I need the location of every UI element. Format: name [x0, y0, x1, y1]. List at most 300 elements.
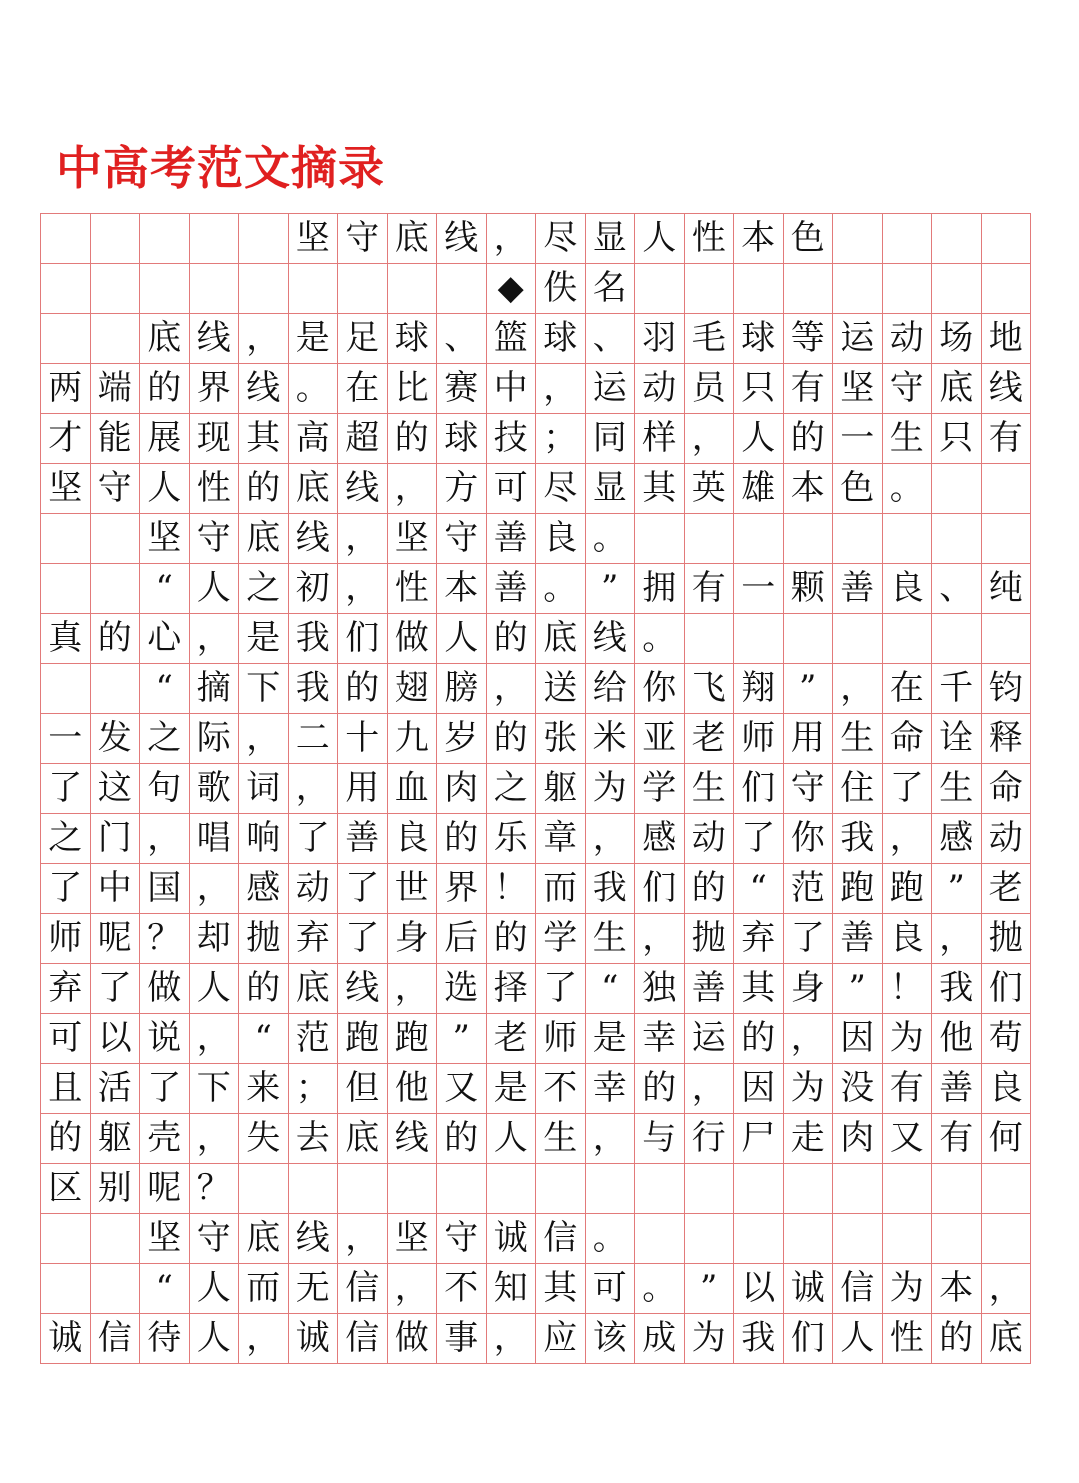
grid-cell: 其: [734, 964, 784, 1014]
grid-cell: 跑: [338, 1014, 388, 1064]
grid-cell: 与: [635, 1114, 685, 1164]
grid-cell: 了: [41, 864, 91, 914]
grid-cell: 我: [289, 614, 339, 664]
grid-cell: [190, 264, 240, 314]
grid-cell: 生: [586, 914, 636, 964]
grid-cell: 应: [536, 1314, 586, 1364]
grid-cell: 感: [932, 814, 982, 864]
grid-cell: 。: [635, 1264, 685, 1314]
grid-cell: 底: [140, 314, 190, 364]
grid-cell: 别: [91, 1164, 141, 1214]
grid-cell: 师: [41, 914, 91, 964]
grid-cell: [91, 1264, 141, 1314]
grid-cell: 守: [883, 364, 933, 414]
grid-cell: 之: [239, 564, 289, 614]
grid-cell: ，: [833, 664, 883, 714]
grid-cell: 人: [734, 414, 784, 464]
grid-cell: [982, 464, 1032, 514]
grid-cell: 章: [536, 814, 586, 864]
grid-cell: 线: [982, 364, 1032, 414]
grid-cell: [140, 214, 190, 264]
grid-cell: 其: [635, 464, 685, 514]
grid-cell: ，: [586, 1114, 636, 1164]
grid-cell: ，: [289, 764, 339, 814]
grid-cell: 为: [685, 1314, 735, 1364]
grid-cell: [140, 264, 190, 314]
grid-cell: 在: [338, 364, 388, 414]
grid-cell: 人: [190, 1314, 240, 1364]
grid-cell: 诚: [41, 1314, 91, 1364]
grid-cell: 守: [437, 514, 487, 564]
grid-cell: 毛: [685, 314, 735, 364]
grid-cell: 的: [487, 614, 537, 664]
grid-cell: [784, 1164, 834, 1214]
grid-cell: 血: [388, 764, 438, 814]
grid-cell: 给: [586, 664, 636, 714]
grid-cell: 人: [190, 564, 240, 614]
grid-cell: 运: [833, 314, 883, 364]
grid-cell: “: [734, 864, 784, 914]
grid-row: [41, 914, 1031, 964]
grid-cell: 界: [437, 864, 487, 914]
grid-cell: 的: [635, 1064, 685, 1114]
grid-cell: 跑: [388, 1014, 438, 1064]
grid-cell: 躯: [91, 1114, 141, 1164]
grid-cell: [91, 564, 141, 614]
grid-cell: [833, 1214, 883, 1264]
grid-cell: “: [586, 964, 636, 1014]
grid-cell: 下: [239, 664, 289, 714]
grid-cell: 一: [734, 564, 784, 614]
grid-cell: 名: [586, 264, 636, 314]
grid-cell: 善: [833, 914, 883, 964]
grid-cell: ，: [338, 514, 388, 564]
grid-cell: 篮: [487, 314, 537, 364]
grid-cell: 技: [487, 414, 537, 464]
grid-cell: [883, 614, 933, 664]
grid-cell: [883, 264, 933, 314]
grid-cell: 守: [784, 764, 834, 814]
grid-cell: 色: [833, 464, 883, 514]
grid-row: [41, 614, 1031, 664]
grid-cell: 线: [239, 364, 289, 414]
grid-cell: 动: [289, 864, 339, 914]
grid-cell: 生: [883, 414, 933, 464]
grid-cell: 诚: [289, 1314, 339, 1364]
grid-cell: 抛: [685, 914, 735, 964]
grid-cell: ？: [140, 914, 190, 964]
grid-cell: [734, 264, 784, 314]
grid-cell: [932, 1164, 982, 1214]
grid-cell: ，: [388, 464, 438, 514]
grid-cell: ，: [982, 1264, 1032, 1314]
grid-cell: ，: [487, 214, 537, 264]
grid-cell: ，: [190, 614, 240, 664]
grid-cell: ，: [586, 814, 636, 864]
grid-cell: 张: [536, 714, 586, 764]
grid-cell: [784, 1214, 834, 1264]
grid-cell: 他: [388, 1064, 438, 1114]
grid-row: [41, 964, 1031, 1014]
grid-cell: ，: [685, 1064, 735, 1114]
grid-cell: 可: [487, 464, 537, 514]
grid-cell: 有: [883, 1064, 933, 1114]
grid-cell: 人: [635, 214, 685, 264]
grid-cell: [685, 1214, 735, 1264]
grid-cell: 的: [140, 364, 190, 414]
grid-cell: ，: [239, 1314, 289, 1364]
grid-cell: 了: [41, 764, 91, 814]
grid-cell: 跑: [883, 864, 933, 914]
grid-cell: 端: [91, 364, 141, 414]
grid-cell: 我: [289, 664, 339, 714]
grid-cell: 本: [437, 564, 487, 614]
grid-cell: ”: [784, 664, 834, 714]
grid-cell: 弃: [734, 914, 784, 964]
grid-cell: 这: [91, 764, 141, 814]
grid-cell: 师: [734, 714, 784, 764]
grid-cell: 摘: [190, 664, 240, 714]
grid-cell: 本: [932, 1264, 982, 1314]
grid-cell: [982, 214, 1032, 264]
grid-cell: [338, 264, 388, 314]
grid-cell: [932, 614, 982, 664]
grid-cell: [91, 214, 141, 264]
grid-cell: 佚: [536, 264, 586, 314]
grid-cell: 线: [437, 214, 487, 264]
grid-cell: 有: [932, 1114, 982, 1164]
grid-cell: 。: [289, 364, 339, 414]
grid-cell: 底: [338, 1114, 388, 1164]
grid-cell: [685, 264, 735, 314]
grid-cell: “: [140, 664, 190, 714]
grid-cell: 生: [536, 1114, 586, 1164]
grid-cell: 因: [833, 1014, 883, 1064]
grid-row: [41, 764, 1031, 814]
grid-cell: 肉: [833, 1114, 883, 1164]
grid-cell: [685, 614, 735, 664]
grid-cell: [932, 1214, 982, 1264]
grid-row: [41, 864, 1031, 914]
grid-cell: 老: [982, 864, 1032, 914]
grid-cell: 坚: [388, 514, 438, 564]
grid-cell: ”: [685, 1264, 735, 1314]
grid-cell: [338, 1164, 388, 1214]
grid-cell: 员: [685, 364, 735, 414]
grid-cell: 性: [388, 564, 438, 614]
grid-row: [41, 1164, 1031, 1214]
grid-cell: ，: [140, 814, 190, 864]
grid-cell: 不: [536, 1064, 586, 1114]
grid-cell: 能: [91, 414, 141, 464]
grid-cell: 的: [338, 664, 388, 714]
grid-cell: 们: [338, 614, 388, 664]
grid-cell: 的: [487, 714, 537, 764]
grid-cell: 用: [784, 714, 834, 764]
grid-cell: 其: [239, 414, 289, 464]
grid-cell: [586, 1164, 636, 1214]
grid-cell: 良: [883, 914, 933, 964]
grid-cell: 发: [91, 714, 141, 764]
grid-cell: 信: [338, 1264, 388, 1314]
grid-cell: 只: [734, 364, 784, 414]
grid-cell: 本: [784, 464, 834, 514]
grid-cell: [91, 314, 141, 364]
grid-cell: 诚: [487, 1214, 537, 1264]
grid-cell: 际: [190, 714, 240, 764]
grid-cell: 心: [140, 614, 190, 664]
grid-cell: [41, 214, 91, 264]
grid-cell: 善: [932, 1064, 982, 1114]
grid-cell: 而: [239, 1264, 289, 1314]
grid-cell: 该: [586, 1314, 636, 1364]
grid-cell: 之: [487, 764, 537, 814]
grid-cell: 。: [635, 614, 685, 664]
grid-cell: 世: [388, 864, 438, 914]
grid-cell: 底: [289, 464, 339, 514]
grid-cell: 十: [338, 714, 388, 764]
grid-cell: 幸: [635, 1014, 685, 1064]
grid-cell: 我: [833, 814, 883, 864]
grid-cell: [41, 514, 91, 564]
grid-cell: 颗: [784, 564, 834, 614]
grid-cell: 用: [338, 764, 388, 814]
grid-cell: 的: [437, 1114, 487, 1164]
grid-cell: [91, 514, 141, 564]
grid-cell: 底: [239, 1214, 289, 1264]
grid-cell: 信: [338, 1314, 388, 1364]
grid-cell: [883, 1214, 933, 1264]
grid-cell: 信: [833, 1264, 883, 1314]
grid-cell: [784, 264, 834, 314]
grid-cell: ，: [239, 314, 289, 364]
grid-cell: [41, 1264, 91, 1314]
grid-cell: ，: [190, 1014, 240, 1064]
grid-cell: 做: [140, 964, 190, 1014]
grid-cell: [635, 264, 685, 314]
grid-cell: 。: [536, 564, 586, 614]
grid-cell: [982, 1164, 1032, 1214]
grid-cell: 有: [685, 564, 735, 614]
grid-row: [41, 414, 1031, 464]
grid-cell: [41, 314, 91, 364]
grid-cell: 人: [487, 1114, 537, 1164]
grid-cell: [536, 1164, 586, 1214]
grid-cell: 纯: [982, 564, 1032, 614]
grid-cell: 米: [586, 714, 636, 764]
grid-cell: 们: [982, 964, 1032, 1014]
grid-cell: 线: [289, 514, 339, 564]
grid-cell: 坚: [41, 464, 91, 514]
grid-row: [41, 1314, 1031, 1364]
grid-cell: 善: [833, 564, 883, 614]
grid-cell: 动: [685, 814, 735, 864]
grid-cell: 门: [91, 814, 141, 864]
grid-cell: 其: [536, 1264, 586, 1314]
grid-cell: [91, 664, 141, 714]
grid-cell: 走: [784, 1114, 834, 1164]
grid-row: [41, 714, 1031, 764]
grid-cell: 区: [41, 1164, 91, 1214]
grid-cell: ，: [932, 914, 982, 964]
grid-cell: 钧: [982, 664, 1032, 714]
grid-cell: ”: [932, 864, 982, 914]
grid-cell: ”: [437, 1014, 487, 1064]
page-title: 中高考范文摘录: [56, 141, 385, 195]
grid-cell: 九: [388, 714, 438, 764]
grid-cell: 守: [190, 514, 240, 564]
grid-cell: 两: [41, 364, 91, 414]
grid-cell: 感: [635, 814, 685, 864]
grid-cell: 。: [586, 514, 636, 564]
grid-cell: ，: [685, 414, 735, 464]
grid-cell: 等: [784, 314, 834, 364]
grid-cell: [982, 514, 1032, 564]
grid-cell: ”: [833, 964, 883, 1014]
grid-cell: 行: [685, 1114, 735, 1164]
grid-cell: 为: [883, 1014, 933, 1064]
grid-cell: 身: [784, 964, 834, 1014]
grid-cell: 失: [239, 1114, 289, 1164]
grid-cell: 底: [982, 1314, 1032, 1364]
grid-cell: 句: [140, 764, 190, 814]
grid-cell: 良: [883, 564, 933, 614]
grid-cell: 是: [239, 614, 289, 664]
grid-cell: 场: [932, 314, 982, 364]
grid-cell: 色: [784, 214, 834, 264]
grid-cell: 底: [932, 364, 982, 414]
grid-cell: [41, 264, 91, 314]
grid-cell: 人: [437, 614, 487, 664]
grid-cell: 尽: [536, 464, 586, 514]
grid-cell: 而: [536, 864, 586, 914]
grid-cell: [883, 514, 933, 564]
grid-cell: 后: [437, 914, 487, 964]
grid-cell: 国: [140, 864, 190, 914]
grid-cell: 守: [190, 1214, 240, 1264]
grid-cell: 在: [883, 664, 933, 714]
grid-cell: [41, 664, 91, 714]
grid-cell: 不: [437, 1264, 487, 1314]
grid-cell: ，: [338, 1214, 388, 1264]
grid-cell: “: [239, 1014, 289, 1064]
grid-cell: 线: [338, 464, 388, 514]
grid-cell: 。: [883, 464, 933, 514]
grid-cell: 的: [388, 414, 438, 464]
grid-cell: 善: [338, 814, 388, 864]
grid-cell: 知: [487, 1264, 537, 1314]
grid-cell: 弃: [289, 914, 339, 964]
grid-cell: [289, 1164, 339, 1214]
grid-cell: 住: [833, 764, 883, 814]
grid-cell: 、: [437, 314, 487, 364]
grid-cell: 守: [338, 214, 388, 264]
grid-cell: 的: [437, 814, 487, 864]
grid-cell: 之: [41, 814, 91, 864]
grid-cell: 线: [338, 964, 388, 1014]
grid-cell: 善: [487, 514, 537, 564]
grid-cell: [932, 464, 982, 514]
grid-cell: [190, 214, 240, 264]
grid-cell: 诚: [784, 1264, 834, 1314]
grid-cell: [833, 514, 883, 564]
grid-cell: 因: [734, 1064, 784, 1114]
grid-cell: [437, 264, 487, 314]
grid-row: [41, 1014, 1031, 1064]
grid-cell: [784, 614, 834, 664]
grid-row: [41, 1214, 1031, 1264]
grid-cell: 有: [982, 414, 1032, 464]
grid-cell: 跑: [833, 864, 883, 914]
grid-cell: 了: [338, 914, 388, 964]
grid-cell: 呢: [140, 1164, 190, 1214]
grid-cell: 才: [41, 414, 91, 464]
grid-cell: 现: [190, 414, 240, 464]
grid-cell: 范: [784, 864, 834, 914]
grid-cell: 的: [91, 614, 141, 664]
grid-cell: 生: [833, 714, 883, 764]
grid-cell: 的: [734, 1014, 784, 1064]
grid-cell: 学: [635, 764, 685, 814]
grid-cell: 活: [91, 1064, 141, 1114]
grid-cell: 又: [883, 1114, 933, 1164]
grid-cell: ，: [784, 1014, 834, 1064]
grid-cell: 良: [982, 1064, 1032, 1114]
grid-cell: 抛: [239, 914, 289, 964]
grid-cell: “: [140, 564, 190, 614]
grid-cell: 中: [487, 364, 537, 414]
grid-cell: [239, 214, 289, 264]
grid-cell: 了: [289, 814, 339, 864]
grid-cell: 我: [586, 864, 636, 914]
grid-row: [41, 514, 1031, 564]
grid-cell: 生: [932, 764, 982, 814]
grid-cell: 、: [932, 564, 982, 614]
grid-cell: ；: [536, 414, 586, 464]
grid-cell: 人: [833, 1314, 883, 1364]
grid-cell: 可: [586, 1264, 636, 1314]
grid-row: [41, 664, 1031, 714]
grid-cell: 感: [239, 864, 289, 914]
grid-cell: 显: [586, 214, 636, 264]
grid-cell: 信: [91, 1314, 141, 1364]
grid-cell: [388, 1164, 438, 1214]
grid-cell: 范: [289, 1014, 339, 1064]
grid-cell: 线: [190, 314, 240, 364]
grid-cell: ，: [536, 364, 586, 414]
grid-row: [41, 1064, 1031, 1114]
grid-cell: 下: [190, 1064, 240, 1114]
grid-cell: ，: [190, 1114, 240, 1164]
grid-row: [41, 564, 1031, 614]
grid-cell: 善: [487, 564, 537, 614]
grid-cell: 幸: [586, 1064, 636, 1114]
grid-cell: 且: [41, 1064, 91, 1114]
grid-cell: 二: [289, 714, 339, 764]
grid-cell: 球: [388, 314, 438, 364]
grid-cell: [982, 614, 1032, 664]
grid-cell: [487, 1164, 537, 1214]
grid-cell: 以: [734, 1264, 784, 1314]
grid-cell: [635, 1214, 685, 1264]
grid-cell: ，: [239, 714, 289, 764]
grid-cell: 良: [388, 814, 438, 864]
grid-cell: 飞: [685, 664, 735, 714]
grid-row: [41, 1264, 1031, 1314]
grid-cell: ”: [586, 564, 636, 614]
grid-cell: 身: [388, 914, 438, 964]
grid-cell: ？: [190, 1164, 240, 1214]
